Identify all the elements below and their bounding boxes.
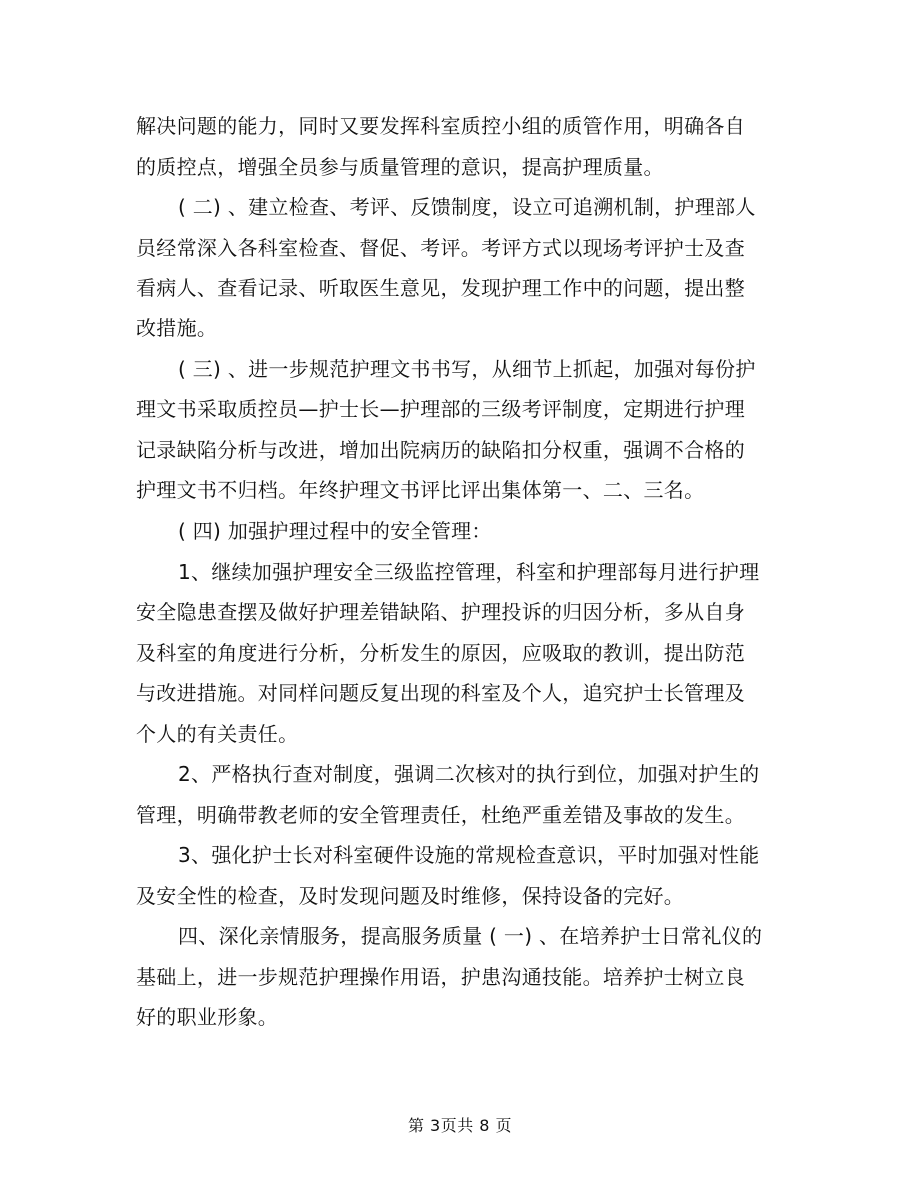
text-line: 2、严格执行查对制度，强调二次核对的执行到位，加强对护生的 xyxy=(178,762,760,786)
text-line: 护理文书不归档。年终护理文书评比评出集体第一、二、三名。 xyxy=(136,478,705,502)
text-line: 及科室的角度进行分析，分析发生的原因，应吸取的教训，提出防范 xyxy=(136,641,745,665)
text-line: 看病人、查看记录、听取医生意见，发现护理工作中的问题，提出整 xyxy=(136,276,745,300)
text-line: 安全隐患查摆及做好护理差错缺陷、护理投诉的归因分析，多从自身 xyxy=(136,600,745,624)
text-line: 员经常深入各科室检查、督促、考评。考评方式以现场考评护士及查 xyxy=(136,236,745,260)
text-line: 理文书采取质控员—护士长—护理部的三级考评制度，定期进行护理 xyxy=(136,397,745,421)
text-line: 四、深化亲情服务，提高服务质量 ( 一) 、在培养护士日常礼仪的 xyxy=(178,924,763,948)
text-line: 3、强化护士长对科室硬件设施的常规检查意识，平时加强对性能 xyxy=(178,843,760,867)
page-number: 第 3页共 8 页 xyxy=(407,1116,513,1135)
text-line: 基础上，进一步规范护理操作用语，护患沟通技能。培养护士树立良 xyxy=(136,965,745,989)
text-line: 与改进措施。对同样问题反复出现的科室及个人，追究护士长管理及 xyxy=(136,681,745,705)
text-line: 及安全性的检查，及时发现问题及时维修，保持设备的完好。 xyxy=(136,884,685,908)
text-line: 的质控点，增强全员参与质量管理的意识，提高护理质量。 xyxy=(136,155,664,179)
text-line: ( 三) 、进一步规范护理文书书写，从细节上抓起，加强对每份护 xyxy=(178,357,756,381)
text-line: 好的职业形象。 xyxy=(136,1005,279,1029)
text-line: ( 四) 加强护理过程中的安全管理： xyxy=(178,519,492,543)
text-line: 个人的有关责任。 xyxy=(136,722,299,746)
text-line: 解决问题的能力，同时又要发挥科室质控小组的质管作用，明确各自 xyxy=(136,114,745,138)
text-line: 记录缺陷分析与改进，增加出院病历的缺陷扣分权重，强调不合格的 xyxy=(136,438,745,462)
text-line: 改措施。 xyxy=(136,316,218,340)
text-line: 1、继续加强护理安全三级监控管理，科室和护理部每月进行护理 xyxy=(178,560,760,584)
text-line: 管理，明确带教老师的安全管理责任，杜绝严重差错及事故的发生。 xyxy=(136,803,745,827)
text-line: ( 二) 、建立检查、考评、反馈制度，设立可追溯机制，护理部人 xyxy=(178,195,756,219)
